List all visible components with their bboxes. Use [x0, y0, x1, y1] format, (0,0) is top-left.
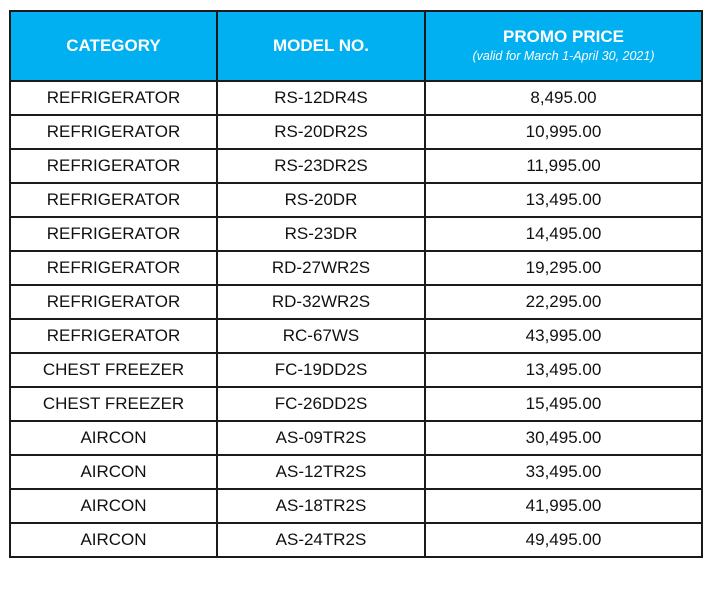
- header-model: [217, 11, 425, 81]
- cell-promo-price: 41,995.00: [425, 489, 702, 523]
- cell-model-no: AS-18TR2S: [217, 489, 425, 523]
- table-row: [10, 115, 702, 149]
- cell-category: REFRIGERATOR: [10, 251, 217, 285]
- table-body: [10, 81, 702, 557]
- cell-model-no: RD-27WR2S: [217, 251, 425, 285]
- cell-promo-price: 49,495.00: [425, 523, 702, 557]
- cell-model-no: RS-20DR2S: [217, 115, 425, 149]
- header-row: [10, 11, 702, 81]
- table-row: [10, 81, 702, 115]
- cell-promo-price: 22,295.00: [425, 285, 702, 319]
- cell-category: REFRIGERATOR: [10, 285, 217, 319]
- cell-model-no: RD-32WR2S: [217, 285, 425, 319]
- header-price: [425, 11, 702, 81]
- cell-category: REFRIGERATOR: [10, 149, 217, 183]
- header-price-validity-note: (valid for March 1-April 30, 2021): [472, 49, 655, 63]
- cell-model-no: RS-20DR: [217, 183, 425, 217]
- table-row: [10, 217, 702, 251]
- cell-promo-price: 19,295.00: [425, 251, 702, 285]
- promo-price-table: [9, 10, 703, 558]
- cell-promo-price: 11,995.00: [425, 149, 702, 183]
- cell-promo-price: 10,995.00: [425, 115, 702, 149]
- cell-promo-price: 43,995.00: [425, 319, 702, 353]
- cell-promo-price: 13,495.00: [425, 183, 702, 217]
- cell-model-no: RC-67WS: [217, 319, 425, 353]
- cell-category: AIRCON: [10, 489, 217, 523]
- cell-promo-price: 30,495.00: [425, 421, 702, 455]
- cell-promo-price: 13,495.00: [425, 353, 702, 387]
- table-row: [10, 183, 702, 217]
- cell-category: REFRIGERATOR: [10, 319, 217, 353]
- table-row: [10, 523, 702, 557]
- cell-category: REFRIGERATOR: [10, 115, 217, 149]
- cell-category: AIRCON: [10, 455, 217, 489]
- table-row: [10, 251, 702, 285]
- cell-model-no: AS-24TR2S: [217, 523, 425, 557]
- table-row: [10, 421, 702, 455]
- cell-category: REFRIGERATOR: [10, 81, 217, 115]
- cell-model-no: RS-23DR: [217, 217, 425, 251]
- table-row: [10, 455, 702, 489]
- header-model-label: MODEL NO.: [272, 36, 370, 55]
- cell-category: REFRIGERATOR: [10, 183, 217, 217]
- cell-promo-price: 8,495.00: [425, 81, 702, 115]
- table-row: [10, 149, 702, 183]
- table-row: [10, 285, 702, 319]
- cell-category: CHEST FREEZER: [10, 387, 217, 421]
- cell-model-no: RS-12DR4S: [217, 81, 425, 115]
- cell-category: REFRIGERATOR: [10, 217, 217, 251]
- cell-category: AIRCON: [10, 523, 217, 557]
- cell-model-no: AS-09TR2S: [217, 421, 425, 455]
- table-row: [10, 387, 702, 421]
- cell-model-no: AS-12TR2S: [217, 455, 425, 489]
- cell-promo-price: 15,495.00: [425, 387, 702, 421]
- table-row: [10, 353, 702, 387]
- cell-category: CHEST FREEZER: [10, 353, 217, 387]
- cell-model-no: FC-26DD2S: [217, 387, 425, 421]
- table-header: [10, 11, 702, 81]
- cell-promo-price: 33,495.00: [425, 455, 702, 489]
- cell-model-no: RS-23DR2S: [217, 149, 425, 183]
- header-price-label: PROMO PRICE: [503, 27, 624, 46]
- table-row: [10, 489, 702, 523]
- table-row: [10, 319, 702, 353]
- header-category-label: CATEGORY: [66, 36, 161, 55]
- cell-model-no: FC-19DD2S: [217, 353, 425, 387]
- cell-category: AIRCON: [10, 421, 217, 455]
- header-category: [10, 11, 217, 81]
- cell-promo-price: 14,495.00: [425, 217, 702, 251]
